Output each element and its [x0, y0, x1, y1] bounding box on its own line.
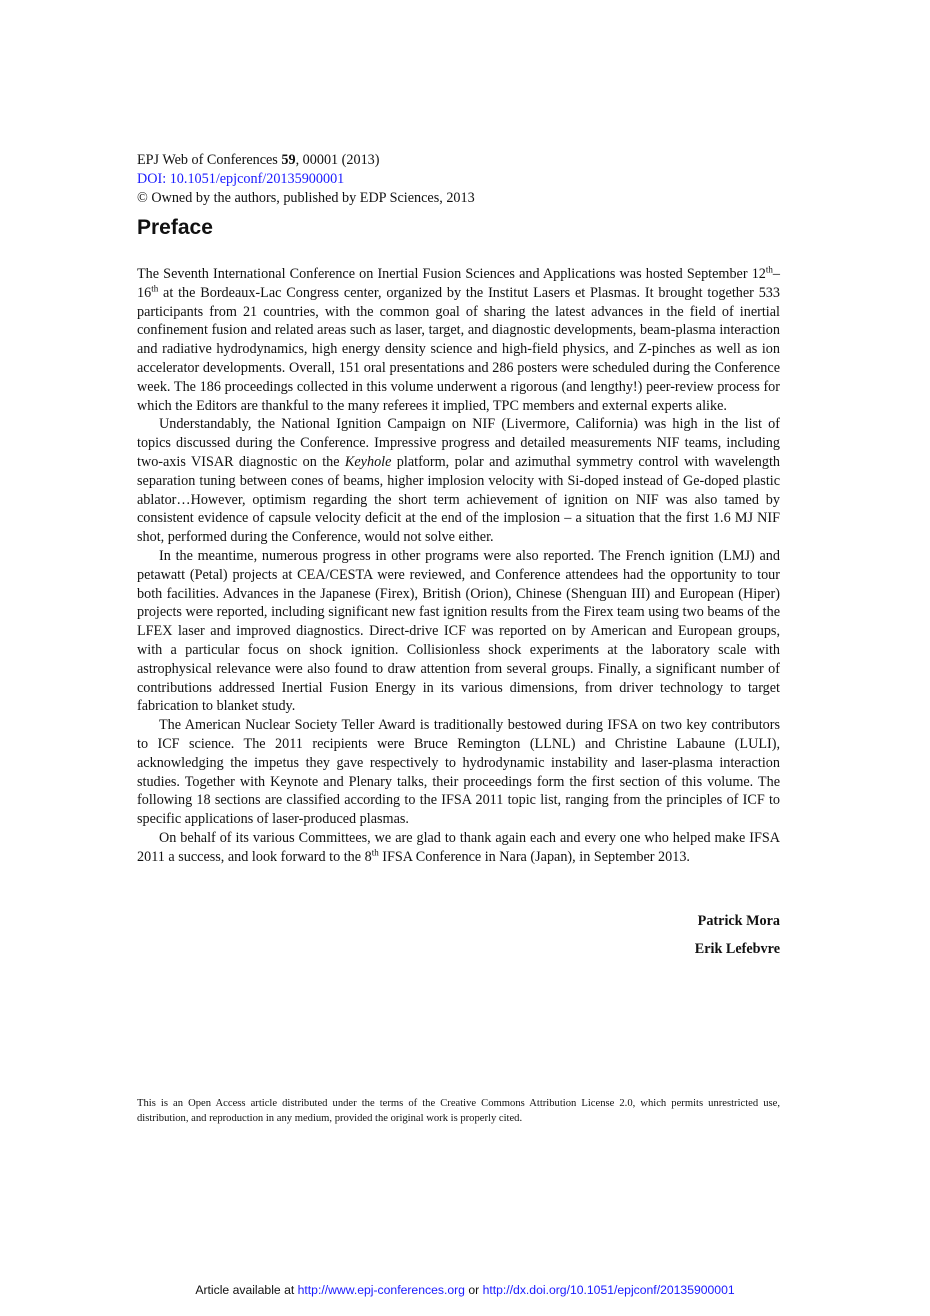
text-run: The Seventh International Conference on Inertial Fusion Sciences and Applications was hosted September 12 — [137, 266, 766, 282]
emphasis: Keyhole — [344, 453, 392, 470]
superscript: th — [151, 283, 159, 294]
paragraph-5 — [137, 829, 780, 867]
journal-name: EPJ Web of Conferences — [137, 152, 282, 168]
preface-body — [137, 265, 780, 867]
article-number: , 00001 (2013) — [295, 152, 380, 168]
superscript: th — [765, 264, 773, 275]
doi-url-link[interactable]: http://dx.doi.org/10.1051/epjconf/20135900001 — [482, 1283, 735, 1297]
signatures — [137, 910, 780, 966]
citation-line — [137, 151, 797, 170]
superscript: th — [371, 846, 379, 857]
signature-author: Erik Lefebvre — [694, 941, 780, 957]
text-run: –16 — [137, 266, 780, 301]
paragraph-1 — [137, 265, 780, 415]
journal-header — [137, 151, 797, 208]
license-notice: This is an Open Access article distributed under the terms of the Creative Commons Attribution License 2.0, which permits unrestricted use, distribution, and reproduction in any medium, provided the original work is properly cited. — [137, 1098, 780, 1124]
paragraph-2 — [137, 415, 780, 547]
volume-number: 59 — [281, 152, 296, 168]
text-run: On behalf of its various Committees, we are glad to thank again each and every one who helped make IFSA 2011 a success, and look forward to the 8 — [137, 829, 780, 865]
signature-author: Patrick Mora — [697, 913, 780, 929]
copyright-line: © Owned by the authors, published by EDP Sciences, 2013 — [137, 190, 475, 206]
page-title: Preface — [137, 216, 213, 239]
footer-text: or — [464, 1283, 483, 1297]
text-run: IFSA Conference in Nara (Japan), in September 2013. — [378, 848, 690, 865]
paragraph-4: The American Nuclear Society Teller Award is traditionally bestowed during IFSA on two key contributors to ICF science. The 2011 recipients were Bruce Remington (LLNL) and Christine Labaune (LULI), acknowledging the impetus they gave respectively to hydrodynamic instability and laser-plasma interaction studies. Together with Keynote and Plenary talks, their proceedings form the first section of this volume. The following 18 sections are classified according to the IFSA 2011 topic list, ranging from the principles of ICF to specific applications of laser-produced plasmas. — [137, 717, 780, 828]
text-run: platform, polar and azimuthal symmetry control with wavelength separation tuning between cones of beams, higher implosion velocity with Si-doped instead of Ge-doped plastic ablator…However, optimism regarding the short term achievement of ignition on NIF was also tamed by consistent evidence of capsule velocity deficit at the end of the implosion – a situation that the first 1.6 MJ NIF shot, performed during the Conference, would not solve either. — [137, 453, 780, 546]
footer-text: Article available at — [195, 1283, 298, 1297]
doi-link[interactable]: DOI: 10.1051/epjconf/20135900001 — [137, 171, 345, 187]
text-run: at the Bordeaux-Lac Congress center, organized by the Institut Lasers et Plasmas. It brought together 533 participants from 21 countries, with the common goal of sharing the latest advances in the field of inertial confinement fusion and related areas such as laser, target, and diagnostic developments, beam-plasma interaction and radiative hydrodynamics, high energy density science and high-field physics, and Z-pinches as well as ion accelerator developments. Overall, 151 oral presentations and 286 posters were scheduled during the Conference week. The 186 proceedings collected in this volume underwent a rigorous (and lengthy!) peer-review process for which the Editors are thankful to the many referees it implied, TPC members and external experts alike. — [137, 284, 780, 414]
text-run: Understandably, the National Ignition Campaign on NIF (Livermore, California) was high in the list of topics discussed during the Conference. Impressive progress and detailed measurements NIF teams, including two-axis VISAR diagnostic on the — [137, 416, 780, 470]
paragraph-3: In the meantime, numerous progress in other programs were also reported. The French ignition (LMJ) and petawatt (Petal) projects at CEA/CESTA were reviewed, and Conference attendees had the opportunity to tour both facilities. Advances in the Japanese (Firex), British (Orion), Chinese (Shenguan III) and European (Hiper) projects were reported, including significant new fast ignition results from the Firex team using two beams of the LFEX laser and improved diagnostics. Direct-drive ICF was reported on by American and European groups, with a particular focus on shock ignition. Collisionless shock experiments at the laboratory scale with astrophysical relevance were also found to draw attention from several groups. Finally, a significant number of contributions addressed Inertial Fusion Energy in its various dimensions, from driver technology to target fabrication to blanket study. — [137, 547, 780, 715]
epj-conferences-link[interactable]: http://www.epj-conferences.org — [297, 1283, 465, 1297]
footer — [0, 1283, 930, 1297]
